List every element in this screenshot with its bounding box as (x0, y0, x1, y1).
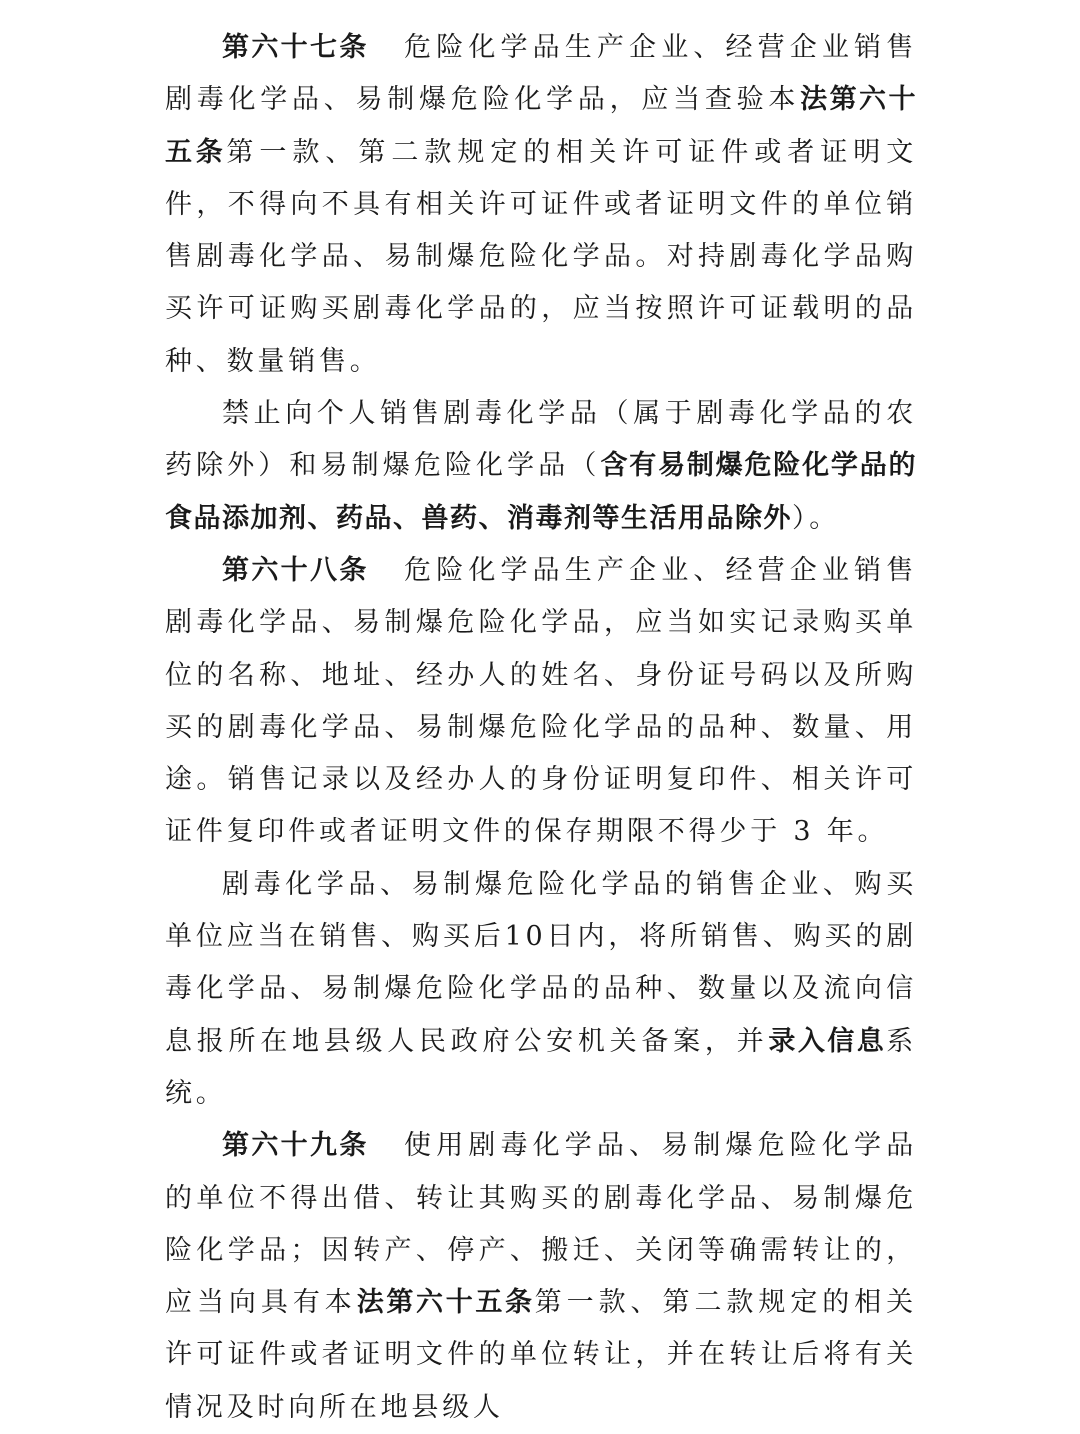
text-segment: 第一款、第二款规定的相关许可证件或者证明文件的单位转让，并在转让后将有关情况及时向所在地县级人 (165, 1287, 917, 1423)
text-segment: 系统。 (165, 1025, 918, 1109)
highlighted-text: 法第六十五条 (356, 1287, 535, 1319)
article-67-paragraph-2 (165, 388, 917, 545)
article-title: 第六十七条 (222, 32, 369, 63)
article-68-paragraph-2 (165, 859, 917, 1120)
text-segment: 使用剧毒化学品、易制爆危险化学品的单位不得出借、转让其购买的剧毒化学品、易制爆危险化学品；因转产、停产、搬迁、关闭等确需转让的，应当向具有本 (165, 1130, 917, 1319)
article-69-paragraph-1 (165, 1120, 917, 1434)
text-segment: ）。 (792, 502, 841, 534)
text-segment: 危险化学品生产企业、经营企业销售剧毒化学品、易制爆危险化学品，应当查验本 (165, 32, 917, 116)
document-page (165, 22, 917, 1434)
text-segment: 禁止向个人销售剧毒化学品（属于剧毒化学品的农药除外）和易制爆危险化学品（ (165, 398, 917, 482)
text-segment: 危险化学品生产企业、经营企业销售剧毒化学品、易制爆危险化学品，应当如实记录购买单位的名称、地址、经办人的姓名、身份证号码以及所购买的剧毒化学品、易制爆危险化学品的品种、数量、用途。销售记录以及经办人的身份证明复印件、相关许可证件复印件或者证明文件的保存期限不得少于 3 年。 (165, 554, 917, 848)
article-title: 第六十九条 (222, 1130, 369, 1162)
text-segment: 剧毒化学品、易制爆危险化学品的销售企业、购买单位应当在销售、购买后10日内，将所销售、购买的剧毒化学品、易制爆危险化学品的品种、数量以及流向信息报所在地县级人民政府公安机关备案，并 (165, 868, 917, 1057)
article-67-paragraph-1 (165, 22, 917, 388)
article-title: 第六十八条 (222, 554, 369, 586)
text-segment: 第一款、第二款规定的相关许可证件或者证明文件，不得向不具有相关许可证件或者证明文件的单位销售剧毒化学品、易制爆危险化学品。对持剧毒化学品购买许可证购买剧毒化学品的，应当按照许可证载明的品种、数量销售。 (165, 136, 917, 377)
highlighted-text: 录入信息 (768, 1025, 887, 1057)
highlighted-text: 法第六十五条 (165, 84, 918, 168)
article-68-paragraph-1 (165, 545, 917, 859)
highlighted-text: 含有易制爆危险化学品的食品添加剂、药品、兽药、消毒剂等生活用品除外 (165, 450, 918, 534)
